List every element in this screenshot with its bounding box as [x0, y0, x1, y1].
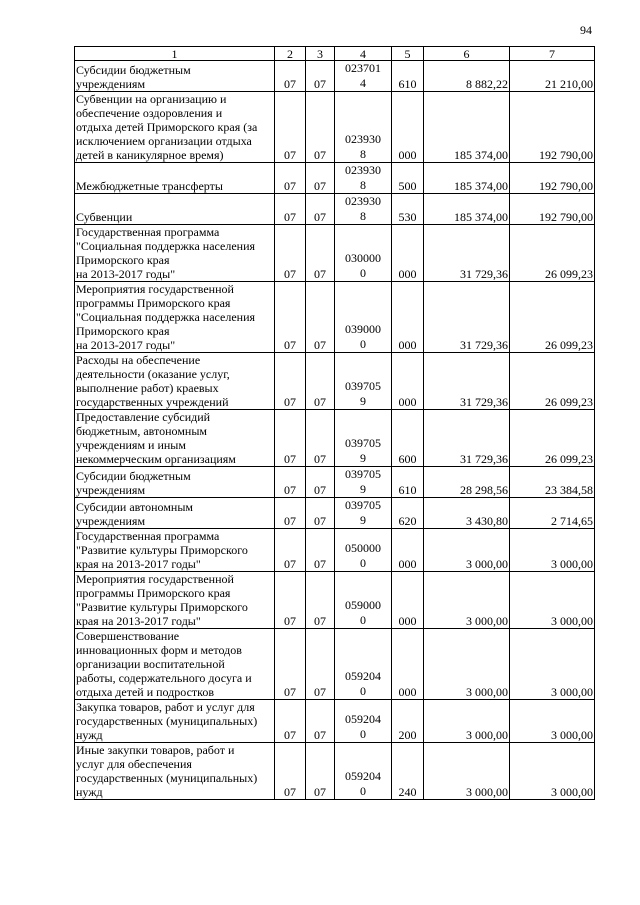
row-name	[75, 92, 275, 163]
table-row	[75, 572, 595, 629]
budget-table	[74, 46, 595, 800]
amount-col-7: 3 000,00	[510, 529, 595, 572]
table-row	[75, 353, 595, 410]
section-code: 07	[275, 572, 306, 629]
text-line: учреждениям и иным	[76, 438, 186, 452]
text-line: "Развитие культуры Приморского	[76, 543, 248, 557]
target-article-code	[335, 225, 392, 282]
subsection-code: 07	[306, 529, 335, 572]
subsection-code: 07	[306, 572, 335, 629]
text-line: 9	[360, 513, 366, 527]
text-line: нужд	[76, 785, 103, 799]
section-code: 07	[275, 410, 306, 467]
amount-col-7: 26 099,23	[510, 225, 595, 282]
amount-col-7: 26 099,23	[510, 410, 595, 467]
amount-col-6: 28 298,56	[424, 467, 510, 498]
page-number: 94	[580, 23, 592, 37]
target-article-code	[335, 410, 392, 467]
text-line: 039705	[345, 379, 381, 393]
amount-col-6: 31 729,36	[424, 410, 510, 467]
expense-type-code: 000	[392, 629, 424, 700]
target-article-code	[335, 498, 392, 529]
row-name	[75, 572, 275, 629]
text-line: 039705	[345, 436, 381, 450]
section-code: 07	[275, 498, 306, 529]
row-name	[75, 353, 275, 410]
section-code: 07	[275, 92, 306, 163]
text-line: на 2013-2017 годы"	[76, 338, 176, 352]
subsection-code: 07	[306, 225, 335, 282]
text-line: некоммерческим организациям	[76, 452, 236, 466]
amount-col-6: 31 729,36	[424, 225, 510, 282]
text-line: программы Приморского края	[76, 586, 231, 600]
target-article-code	[335, 629, 392, 700]
text-line: "Развитие культуры Приморского	[76, 600, 248, 614]
amount-col-6: 185 374,00	[424, 92, 510, 163]
subsection-code: 07	[306, 410, 335, 467]
text-line: Расходы на обеспечение	[76, 353, 201, 367]
text-line: 059204	[345, 669, 381, 683]
text-line: 023701	[345, 61, 381, 75]
subsection-code: 07	[306, 194, 335, 225]
text-line: 9	[360, 482, 366, 496]
expense-type-code: 000	[392, 92, 424, 163]
header-cell: 6	[424, 47, 510, 61]
target-article-code	[335, 743, 392, 800]
text-line: края на 2013-2017 годы"	[76, 614, 201, 628]
text-line: 023930	[345, 163, 381, 177]
subsection-code: 07	[306, 467, 335, 498]
header-cell: 4	[335, 47, 392, 61]
text-line: Приморского края	[76, 253, 170, 267]
subsection-code: 07	[306, 629, 335, 700]
expense-type-code: 530	[392, 194, 424, 225]
text-line: 039000	[345, 322, 381, 336]
text-line: услуг для обеспечения	[76, 757, 192, 771]
amount-col-7: 192 790,00	[510, 163, 595, 194]
section-code: 07	[275, 743, 306, 800]
amount-col-7: 2 714,65	[510, 498, 595, 529]
text-line: 023930	[345, 194, 381, 208]
text-line: 059204	[345, 712, 381, 726]
text-line: организации воспитательной	[76, 657, 225, 671]
target-article-code	[335, 572, 392, 629]
row-name	[75, 225, 275, 282]
row-name	[75, 61, 275, 92]
text-line: Мероприятия государственной	[76, 572, 234, 586]
amount-col-7: 3 000,00	[510, 572, 595, 629]
header-row	[75, 47, 595, 61]
table-row	[75, 743, 595, 800]
text-line: Приморского края	[76, 324, 170, 338]
text-line: края на 2013-2017 годы"	[76, 557, 201, 571]
amount-col-7: 23 384,58	[510, 467, 595, 498]
text-line: Закупка товаров, работ и услуг для	[76, 700, 255, 714]
text-line: государственных (муниципальных)	[76, 714, 258, 728]
text-line: "Социальная поддержка населения	[76, 239, 256, 253]
table-row	[75, 61, 595, 92]
amount-col-6: 3 000,00	[424, 629, 510, 700]
table-row	[75, 225, 595, 282]
expense-type-code: 000	[392, 529, 424, 572]
text-line: Государственная программа	[76, 225, 220, 239]
table-body	[75, 61, 595, 800]
expense-type-code: 000	[392, 572, 424, 629]
text-line: "Социальная поддержка населения	[76, 310, 256, 324]
text-line: детей в каникулярное время)	[76, 148, 224, 162]
section-code: 07	[275, 467, 306, 498]
text-line: Субсидии бюджетным	[76, 469, 191, 483]
target-article-code	[335, 467, 392, 498]
expense-type-code: 240	[392, 743, 424, 800]
text-line: выполнение работ) краевых	[76, 381, 219, 395]
amount-col-7: 192 790,00	[510, 194, 595, 225]
text-line: 030000	[345, 251, 381, 265]
expense-type-code: 610	[392, 467, 424, 498]
section-code: 07	[275, 353, 306, 410]
table-row	[75, 498, 595, 529]
text-line: 8	[360, 209, 366, 223]
text-line: 9	[360, 394, 366, 408]
amount-col-6: 3 000,00	[424, 743, 510, 800]
table-row	[75, 410, 595, 467]
amount-col-6: 185 374,00	[424, 194, 510, 225]
target-article-code	[335, 194, 392, 225]
expense-type-code: 000	[392, 282, 424, 353]
subsection-code: 07	[306, 743, 335, 800]
row-name	[75, 743, 275, 800]
text-line: 0	[360, 266, 366, 280]
text-line: инновационных форм и методов	[76, 643, 242, 657]
text-line: 8	[360, 178, 366, 192]
section-code: 07	[275, 225, 306, 282]
table-row	[75, 467, 595, 498]
text-line: 0	[360, 337, 366, 351]
text-line: государственных (муниципальных)	[76, 771, 258, 785]
target-article-code	[335, 700, 392, 743]
text-line: Субвенции	[76, 210, 133, 224]
text-line: Субсидии автономным	[76, 500, 193, 514]
expense-type-code: 000	[392, 225, 424, 282]
row-name	[75, 467, 275, 498]
section-code: 07	[275, 282, 306, 353]
amount-col-6: 8 882,22	[424, 61, 510, 92]
subsection-code: 07	[306, 353, 335, 410]
section-code: 07	[275, 700, 306, 743]
amount-col-7: 26 099,23	[510, 282, 595, 353]
text-line: 0	[360, 784, 366, 798]
expense-type-code: 620	[392, 498, 424, 529]
section-code: 07	[275, 163, 306, 194]
text-line: деятельности (оказание услуг,	[76, 367, 230, 381]
expense-type-code: 000	[392, 353, 424, 410]
section-code: 07	[275, 529, 306, 572]
header-cell: 2	[275, 47, 306, 61]
subsection-code: 07	[306, 92, 335, 163]
amount-col-6: 3 000,00	[424, 529, 510, 572]
text-line: государственных учреждений	[76, 395, 229, 409]
amount-col-7: 3 000,00	[510, 629, 595, 700]
text-line: отдыха детей и подростков	[76, 685, 215, 699]
text-line: на 2013-2017 годы"	[76, 267, 176, 281]
table-row	[75, 92, 595, 163]
amount-col-6: 3 000,00	[424, 700, 510, 743]
text-line: 9	[360, 451, 366, 465]
text-line: 4	[360, 76, 366, 90]
header-cell: 5	[392, 47, 424, 61]
target-article-code	[335, 282, 392, 353]
amount-col-7: 21 210,00	[510, 61, 595, 92]
text-line: 0	[360, 613, 366, 627]
header-cell: 3	[306, 47, 335, 61]
text-line: нужд	[76, 728, 103, 742]
text-line: программы Приморского края	[76, 296, 231, 310]
row-name	[75, 498, 275, 529]
amount-col-7: 3 000,00	[510, 743, 595, 800]
row-name	[75, 410, 275, 467]
text-line: Мероприятия государственной	[76, 282, 234, 296]
expense-type-code: 200	[392, 700, 424, 743]
amount-col-6: 3 000,00	[424, 572, 510, 629]
expense-type-code: 600	[392, 410, 424, 467]
text-line: Иные закупки товаров, работ и	[76, 743, 235, 757]
table-row	[75, 629, 595, 700]
row-name	[75, 282, 275, 353]
subsection-code: 07	[306, 61, 335, 92]
subsection-code: 07	[306, 163, 335, 194]
text-line: 059000	[345, 598, 381, 612]
text-line: 039705	[345, 467, 381, 481]
text-line: работы, содержательного досуга и	[76, 671, 252, 685]
target-article-code	[335, 163, 392, 194]
text-line: Предоставление субсидий	[76, 410, 211, 424]
section-code: 07	[275, 194, 306, 225]
amount-col-7: 3 000,00	[510, 700, 595, 743]
row-name	[75, 529, 275, 572]
text-line: исключением организации отдыха	[76, 134, 252, 148]
section-code: 07	[275, 629, 306, 700]
header-cell: 7	[510, 47, 595, 61]
text-line: 059204	[345, 769, 381, 783]
text-line: 050000	[345, 541, 381, 555]
target-article-code	[335, 353, 392, 410]
row-name	[75, 700, 275, 743]
text-line: бюджетным, автономным	[76, 424, 207, 438]
text-line: учреждениям	[76, 77, 146, 91]
header-cell: 1	[75, 47, 275, 61]
text-line: Совершенствование	[76, 629, 180, 643]
text-line: Субвенции на организацию и	[76, 92, 227, 106]
amount-col-6: 185 374,00	[424, 163, 510, 194]
table-row	[75, 163, 595, 194]
expense-type-code: 610	[392, 61, 424, 92]
table-row	[75, 282, 595, 353]
text-line: Субсидии бюджетным	[76, 63, 191, 77]
amount-col-6: 31 729,36	[424, 282, 510, 353]
text-line: учреждениям	[76, 483, 146, 497]
table-row	[75, 529, 595, 572]
amount-col-7: 26 099,23	[510, 353, 595, 410]
amount-col-6: 31 729,36	[424, 353, 510, 410]
table-row	[75, 700, 595, 743]
amount-col-7: 192 790,00	[510, 92, 595, 163]
text-line: 0	[360, 727, 366, 741]
text-line: 039705	[345, 498, 381, 512]
text-line: обеспечение оздоровления и	[76, 106, 223, 120]
row-name	[75, 629, 275, 700]
target-article-code	[335, 61, 392, 92]
row-name	[75, 163, 275, 194]
text-line: Межбюджетные трансферты	[76, 179, 223, 193]
text-line: Государственная программа	[76, 529, 220, 543]
section-code: 07	[275, 61, 306, 92]
text-line: 0	[360, 556, 366, 570]
table-row	[75, 194, 595, 225]
expense-type-code: 500	[392, 163, 424, 194]
text-line: 8	[360, 147, 366, 161]
subsection-code: 07	[306, 498, 335, 529]
target-article-code	[335, 529, 392, 572]
text-line: 023930	[345, 132, 381, 146]
row-name	[75, 194, 275, 225]
target-article-code	[335, 92, 392, 163]
text-line: 0	[360, 684, 366, 698]
subsection-code: 07	[306, 282, 335, 353]
subsection-code: 07	[306, 700, 335, 743]
amount-col-6: 3 430,80	[424, 498, 510, 529]
text-line: учреждениям	[76, 514, 146, 528]
text-line: отдыха детей Приморского края (за	[76, 120, 258, 134]
